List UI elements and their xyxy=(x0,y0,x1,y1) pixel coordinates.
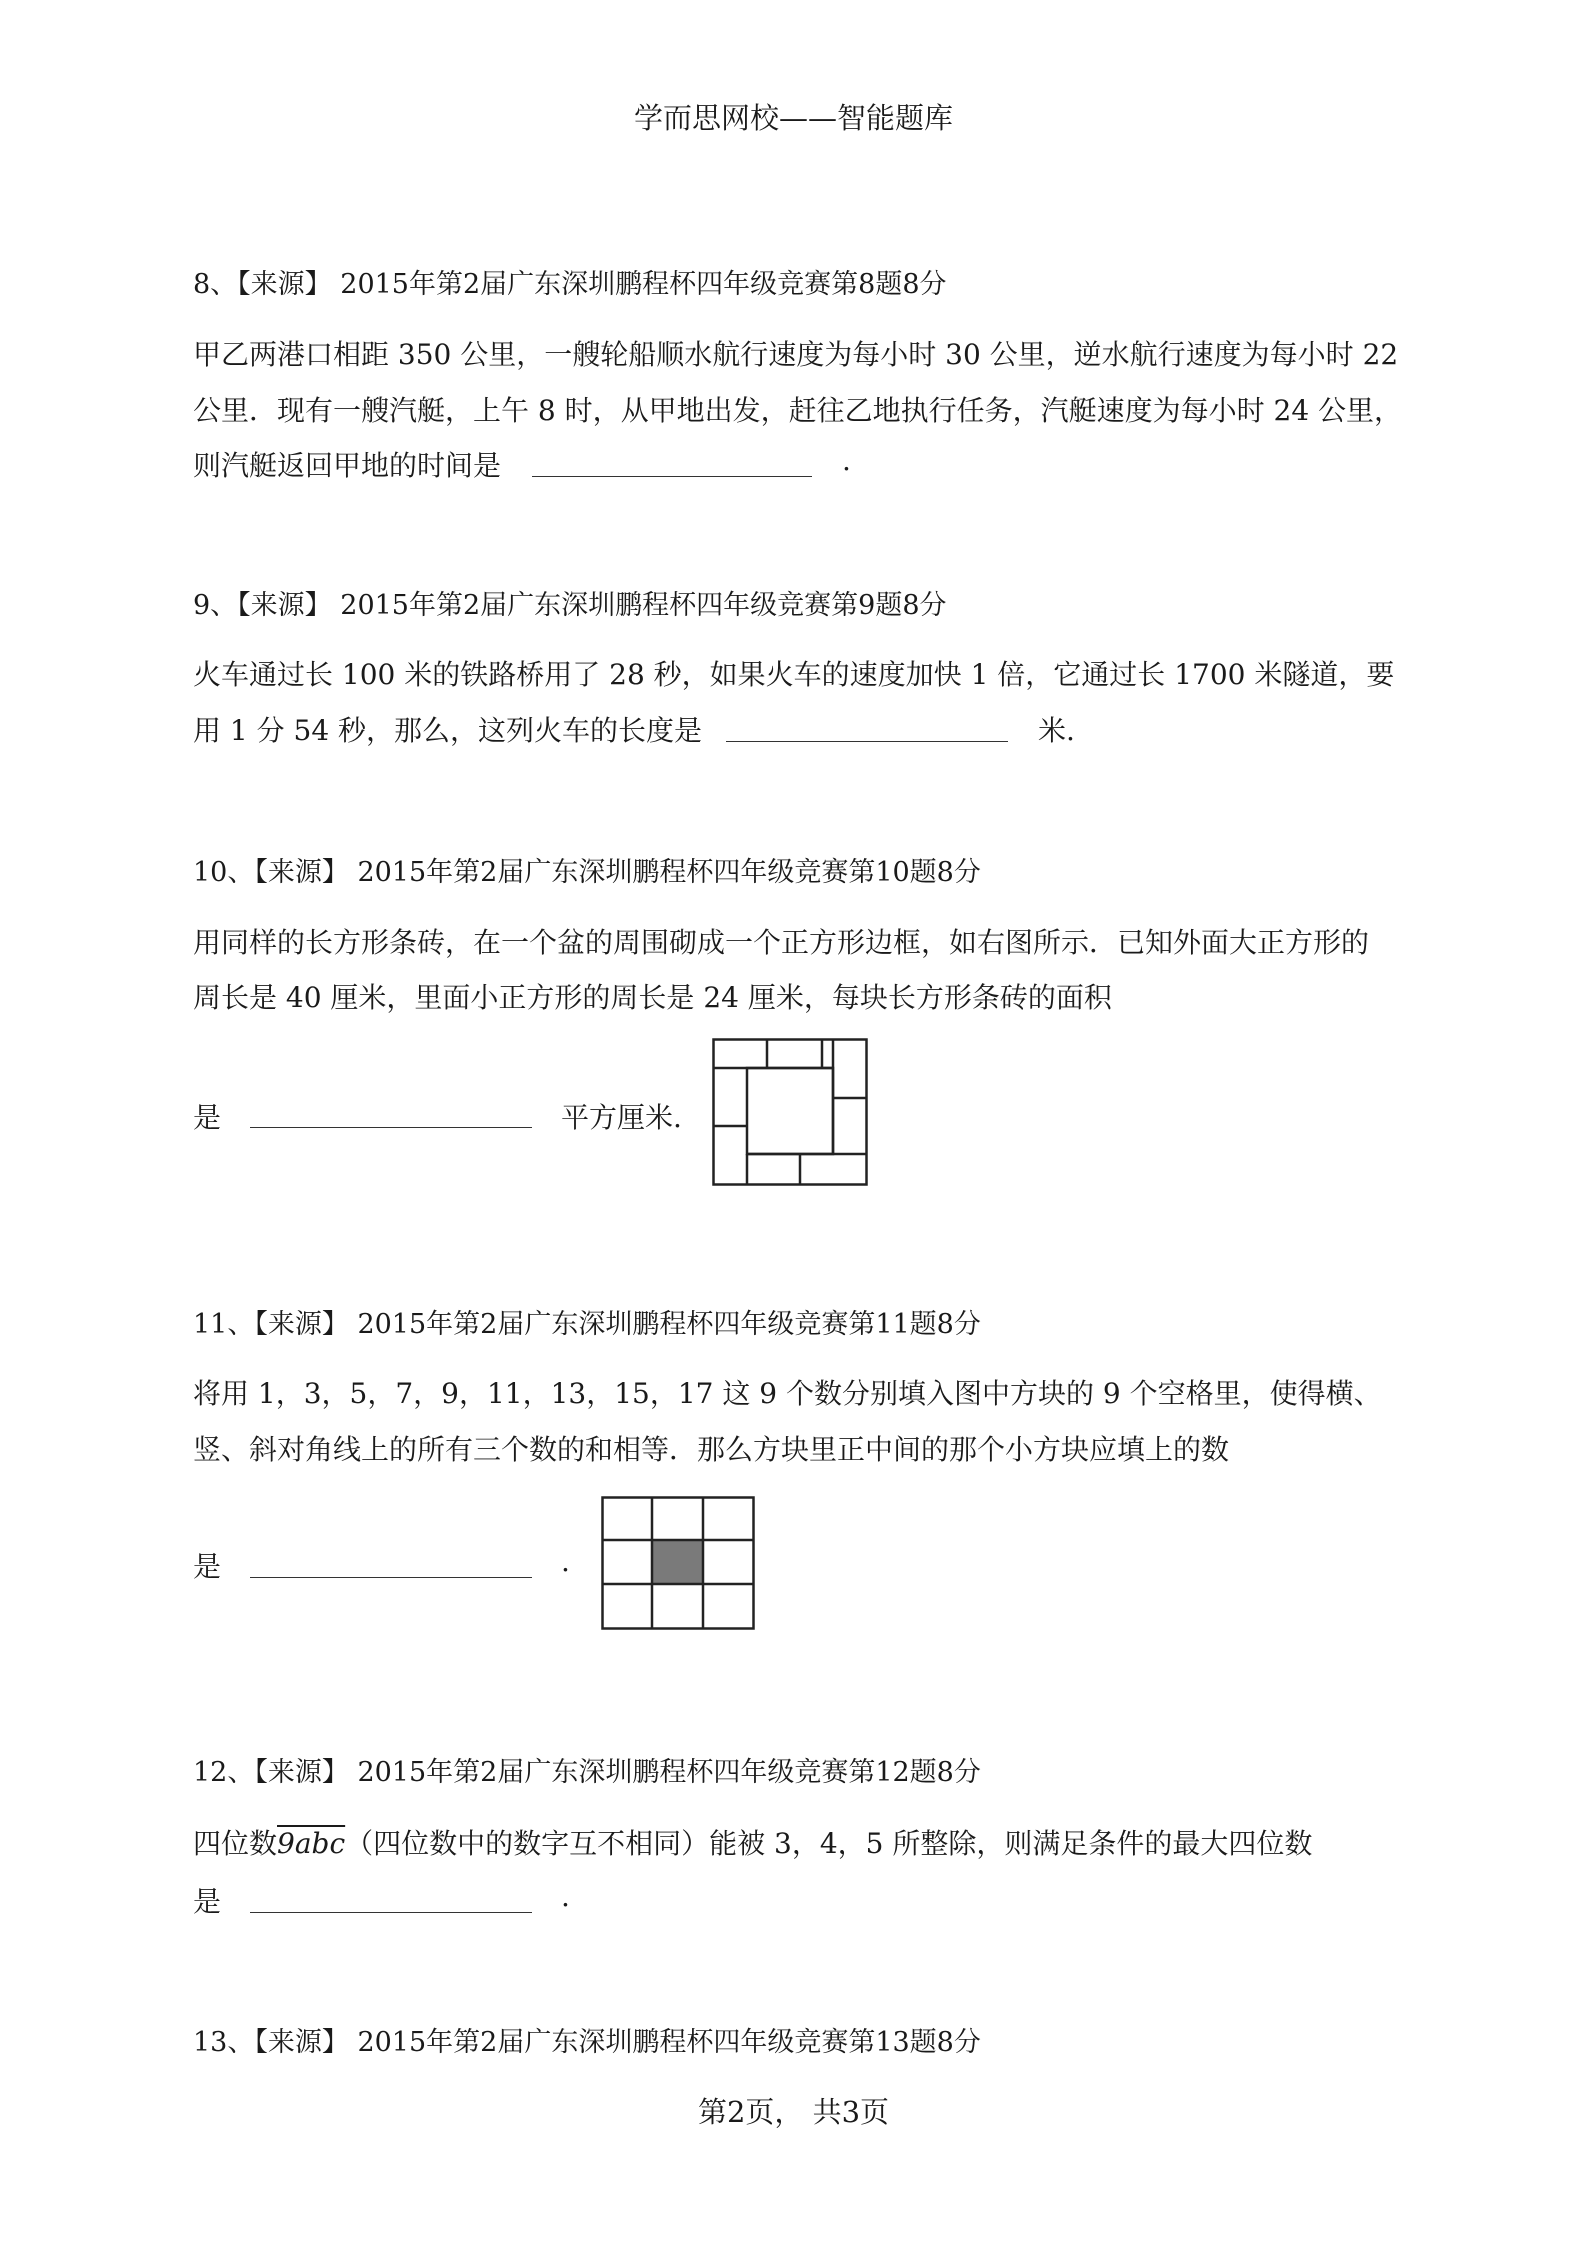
question-text: 火车通过长 100 米的铁路桥用了 28 秒，如果火车的速度加快 1 倍，它通过长 1700 米隧道，要 xyxy=(193,658,1395,691)
answer-suffix: . xyxy=(842,444,851,477)
question-source: 10、【来源】 2015年第2届广东深圳鹏程杯四年级竞赛第10题8分 xyxy=(193,857,981,888)
magic-square-grid xyxy=(601,1496,755,1630)
question-text: 是 xyxy=(193,1101,222,1134)
question-text: 甲乙两港口相距 350 公里，一艘轮船顺水航行速度为每小时 30 公里，逆水航行速度为每小时 22 xyxy=(193,338,1399,371)
answer-suffix: . xyxy=(561,1545,570,1578)
page-header: 学而思网校——智能题库 xyxy=(633,101,953,135)
question-text: 是 xyxy=(193,1550,222,1583)
question-text: 竖、斜对角线上的所有三个数的和相等．那么方块里正中间的那个小方块应填上的数 xyxy=(193,1433,1230,1466)
brick-frame-figure xyxy=(712,1038,868,1186)
question-text: 用 1 分 54 秒，那么，这列火车的长度是 xyxy=(193,714,703,747)
question-text: 则汽艇返回甲地的时间是 xyxy=(193,449,502,482)
answer-blank[interactable] xyxy=(250,1127,532,1128)
question-text: 公里．现有一艘汽艇，上午 8 时，从甲地出发，赶往乙地执行任务，汽艇速度为每小时 24 公里， xyxy=(193,394,1403,427)
overline-number: 9abc xyxy=(277,1827,346,1860)
answer-blank[interactable] xyxy=(726,741,1008,742)
answer-blank[interactable] xyxy=(250,1577,532,1578)
question-source: 8、【来源】 2015年第2届广东深圳鹏程杯四年级竞赛第8题8分 xyxy=(193,269,947,300)
question-source: 12、【来源】 2015年第2届广东深圳鹏程杯四年级竞赛第12题8分 xyxy=(193,1757,981,1788)
question-text: 周长是 40 厘米，里面小正方形的周长是 24 厘米，每块长方形条砖的面积 xyxy=(193,981,1112,1014)
question-text-prefix: 四位数 xyxy=(193,1827,278,1860)
question-text xyxy=(193,1822,1312,1862)
question-text: 将用 1，3，5，7，9，11，13，15，17 这 9 个数分别填入图中方块的 9 个空格里，使得横、 xyxy=(193,1377,1382,1410)
answer-suffix: 平方厘米. xyxy=(561,1101,682,1134)
question-source: 13、【来源】 2015年第2届广东深圳鹏程杯四年级竞赛第13题8分 xyxy=(193,2027,981,2058)
answer-blank[interactable] xyxy=(532,476,812,477)
page-footer: 第2页， 共3页 xyxy=(697,2095,890,2129)
answer-suffix: 米. xyxy=(1038,714,1075,747)
question-text: 用同样的长方形条砖，在一个盆的周围砌成一个正方形边框，如右图所示．已知外面大正方形的 xyxy=(193,926,1370,959)
question-text-suffix: （四位数中的数字互不相同）能被 3，4，5 所整除，则满足条件的最大四位数 xyxy=(345,1827,1313,1860)
question-source: 11、【来源】 2015年第2届广东深圳鹏程杯四年级竞赛第11题8分 xyxy=(193,1309,981,1340)
answer-suffix: . xyxy=(561,1880,570,1913)
question-text: 是 xyxy=(193,1885,222,1918)
answer-blank[interactable] xyxy=(250,1912,532,1913)
question-source: 9、【来源】 2015年第2届广东深圳鹏程杯四年级竞赛第9题8分 xyxy=(193,590,947,621)
